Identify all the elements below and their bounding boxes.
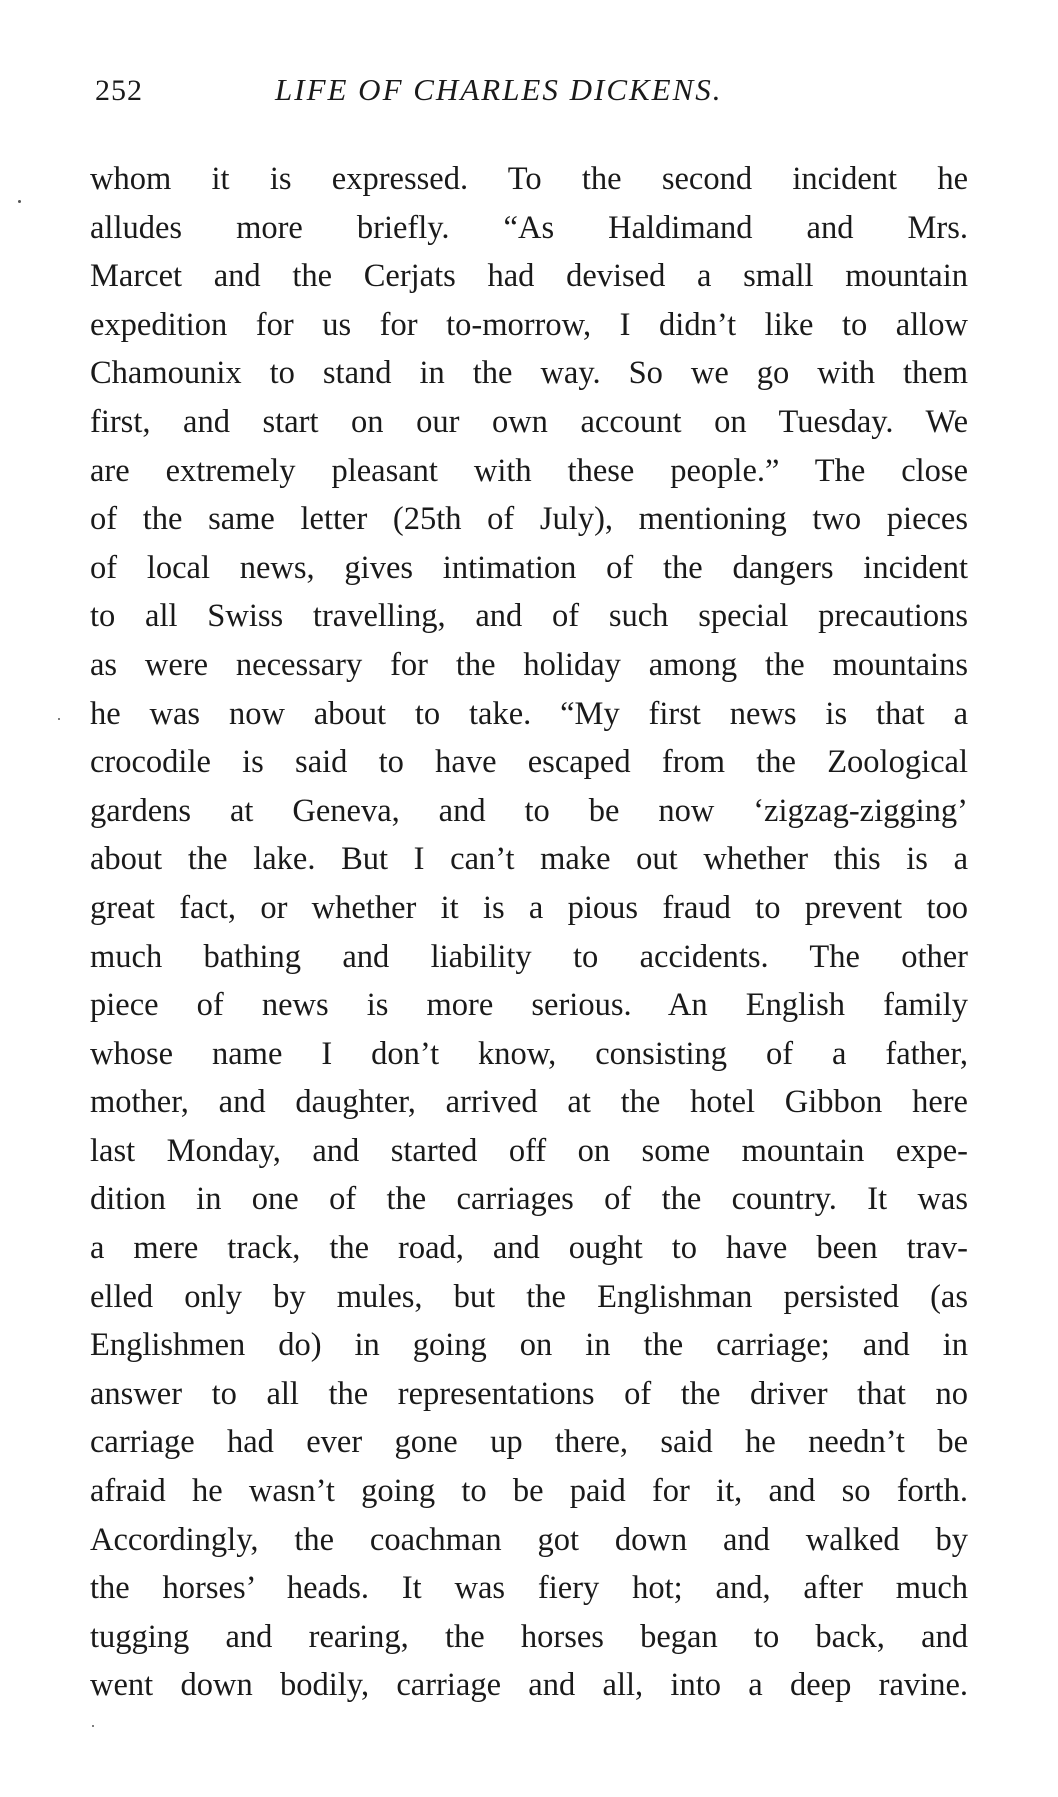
text-line: mother, and daughter, arrived at the hotel Gibbon here (90, 1084, 968, 1121)
scan-speck (92, 1725, 94, 1727)
text-line: whom it is expressed. To the second incident he (90, 161, 968, 197)
text-line: Marcet and the Cerjats had devised a small mountain (90, 258, 968, 295)
text-line: answer to all the representations of the driver that no (90, 1375, 968, 1412)
text-line: he was now about to take. “My first news is that a (90, 695, 968, 732)
text-line: to all Swiss travelling, and of such special precautions (90, 598, 968, 635)
text-line: the horses’ heads. It was fiery hot; and, after much (90, 1570, 968, 1607)
scan-speck (58, 718, 60, 720)
running-title: LIFE OF CHARLES DICKENS. (275, 72, 723, 107)
text-line: carriage had ever gone up there, said he needn’t be (90, 1424, 968, 1461)
page-number: 252 (95, 74, 143, 107)
text-line: are extremely pleasant with these people.” The close (90, 452, 968, 489)
text-line: expedition for us for to-morrow, I didn’t like to allow (90, 306, 968, 343)
text-line: of local news, gives intimation of the dangers incident (90, 549, 968, 586)
text-line: great fact, or whether it is a pious fraud to prevent too (90, 889, 968, 926)
text-line: alludes more briefly. “As Haldimand and Mrs. (90, 209, 968, 246)
text-line: as were necessary for the holiday among the mountains (90, 646, 968, 683)
text-line: last Monday, and started off on some mountain expe- (90, 1132, 968, 1169)
text-line: Englishmen do) in going on in the carriage; and in (90, 1327, 968, 1364)
text-line: first, and start on our own account on Tuesday. We (90, 403, 968, 440)
text-line: dition in one of the carriages of the country. It was (90, 1181, 968, 1218)
text-line: a mere track, the road, and ought to have been trav- (90, 1230, 968, 1267)
body-text (90, 155, 968, 1710)
scan-speck (18, 200, 21, 203)
text-line: Accordingly, the coachman got down and walked by (90, 1521, 968, 1558)
text-line: piece of news is more serious. An English family (90, 987, 968, 1024)
text-line: gardens at Geneva, and to be now ‘zigzag-zigging’ (90, 792, 968, 829)
text-line: elled only by mules, but the Englishman persisted (as (90, 1278, 968, 1315)
text-line: whose name I don’t know, consisting of a father, (90, 1035, 968, 1072)
text-line: crocodile is said to have escaped from the Zoological (90, 744, 968, 781)
text-line: tugging and rearing, the horses began to back, and (90, 1618, 968, 1655)
running-head (95, 72, 965, 122)
text-line: Chamounix to stand in the way. So we go with them (90, 355, 968, 392)
text-line: went down bodily, carriage and all, into a deep ravine. (90, 1667, 968, 1704)
text-line: about the lake. But I can’t make out whether this is a (90, 841, 968, 878)
text-line: afraid he wasn’t going to be paid for it, and so forth. (90, 1473, 968, 1510)
text-line: of the same letter (25th of July), mentioning two pieces (90, 501, 968, 538)
text-line: much bathing and liability to accidents. The other (90, 938, 968, 975)
